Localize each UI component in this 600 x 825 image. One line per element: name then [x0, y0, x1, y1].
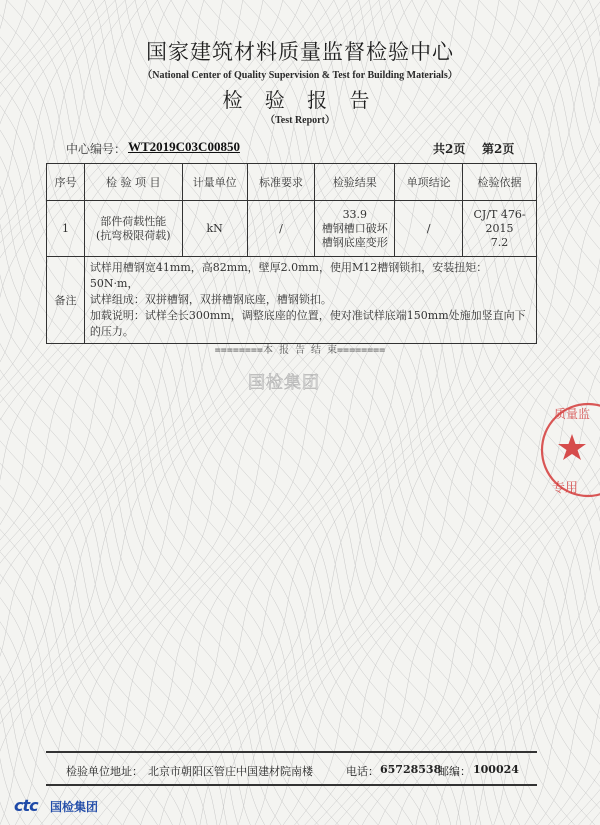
- ctc-logo-name: 国检集团: [50, 800, 99, 814]
- organization-title-cn: 国家建筑材料质量监督检验中心: [146, 40, 454, 64]
- ctc-logo: [14, 796, 134, 818]
- basis-line: 7.2: [490, 235, 509, 249]
- header-conclusion: 单项结论: [395, 164, 463, 201]
- phone-label: 电话：: [346, 765, 379, 778]
- table-row: [47, 201, 537, 257]
- notes-line: 加载说明：试样全长300mm，调整底座的位置，使对准试样底端150mm处施加竖直向下: [89, 309, 526, 322]
- address-value: 北京市朝阳区管庄中国建材院南楼: [148, 765, 313, 778]
- cell-basis: [463, 201, 537, 257]
- report-end-marker: ========本 报 告 结 束========: [214, 345, 386, 356]
- address-label: 检验单位地址：: [66, 765, 143, 778]
- notes-line: 试样组成：双拼槽钢，双拼槽钢底座，槽钢锁扣。: [89, 293, 332, 306]
- postcode-value: 100024: [473, 763, 519, 776]
- cell-test-item: [84, 201, 182, 257]
- cell-conclusion: /: [395, 201, 463, 257]
- basis-line: CJ/T 476-2015: [473, 207, 526, 235]
- report-title-en: （Test Report）: [265, 115, 335, 126]
- header-requirement: 标准要求: [247, 164, 315, 201]
- header-unit: 计量单位: [182, 164, 247, 201]
- cell-requirement: /: [247, 201, 315, 257]
- test-item-line: 部件荷载性能: [100, 214, 167, 228]
- total-pages: 共2页: [433, 142, 466, 156]
- table-header-row: [47, 164, 537, 201]
- result-line: 33.9: [342, 207, 368, 221]
- seal-text-top: 质量监: [554, 407, 591, 421]
- report-title-cn: 检 验 报 告: [222, 88, 378, 112]
- header-test-item: 检 验 项 目: [84, 164, 182, 201]
- cell-result: [315, 201, 395, 257]
- page-number: 第2页: [482, 142, 515, 156]
- header-result: 检验结果: [315, 164, 395, 201]
- notes-line: 试样用槽钢宽41mm，高82mm，壁厚2.0mm，使用M12槽钢锁扣，安装扭矩：50N·m，: [89, 261, 488, 290]
- header-no: 序号: [47, 164, 85, 201]
- phone-value: 65728538: [380, 763, 442, 776]
- notes-row: [47, 257, 537, 344]
- watermark-text: 国检集团: [248, 373, 320, 393]
- official-seal-stamp: [540, 398, 600, 502]
- ctc-logo-mark: ctc: [14, 796, 38, 815]
- cell-unit: kN: [182, 201, 247, 257]
- center-code-label: 中心编号：: [66, 142, 127, 156]
- footer-divider-bottom: [46, 784, 537, 786]
- organization-title-en: （National Center of Quality Supervision & Test for Building Materials）: [142, 70, 458, 81]
- seal-text-bottom: 专用: [552, 481, 579, 496]
- center-code-value: WT2019C03C00850: [128, 139, 240, 154]
- result-line: 槽钢底座变形: [321, 235, 388, 249]
- test-item-line: (抗弯极限荷载): [96, 228, 171, 242]
- postcode-label: 邮编：: [438, 765, 471, 778]
- notes-line: 的压力。: [89, 325, 134, 338]
- footer-divider-top: [46, 751, 537, 753]
- header-basis: 检验依据: [463, 164, 537, 201]
- test-results-table: [46, 163, 537, 344]
- cell-no: 1: [47, 201, 85, 257]
- notes-label: 备注: [47, 257, 85, 344]
- result-line: 槽钢槽口破坏: [321, 221, 388, 235]
- seal-star-icon: [558, 434, 586, 460]
- report-meta-row: [66, 140, 521, 156]
- notes-content: [84, 257, 536, 344]
